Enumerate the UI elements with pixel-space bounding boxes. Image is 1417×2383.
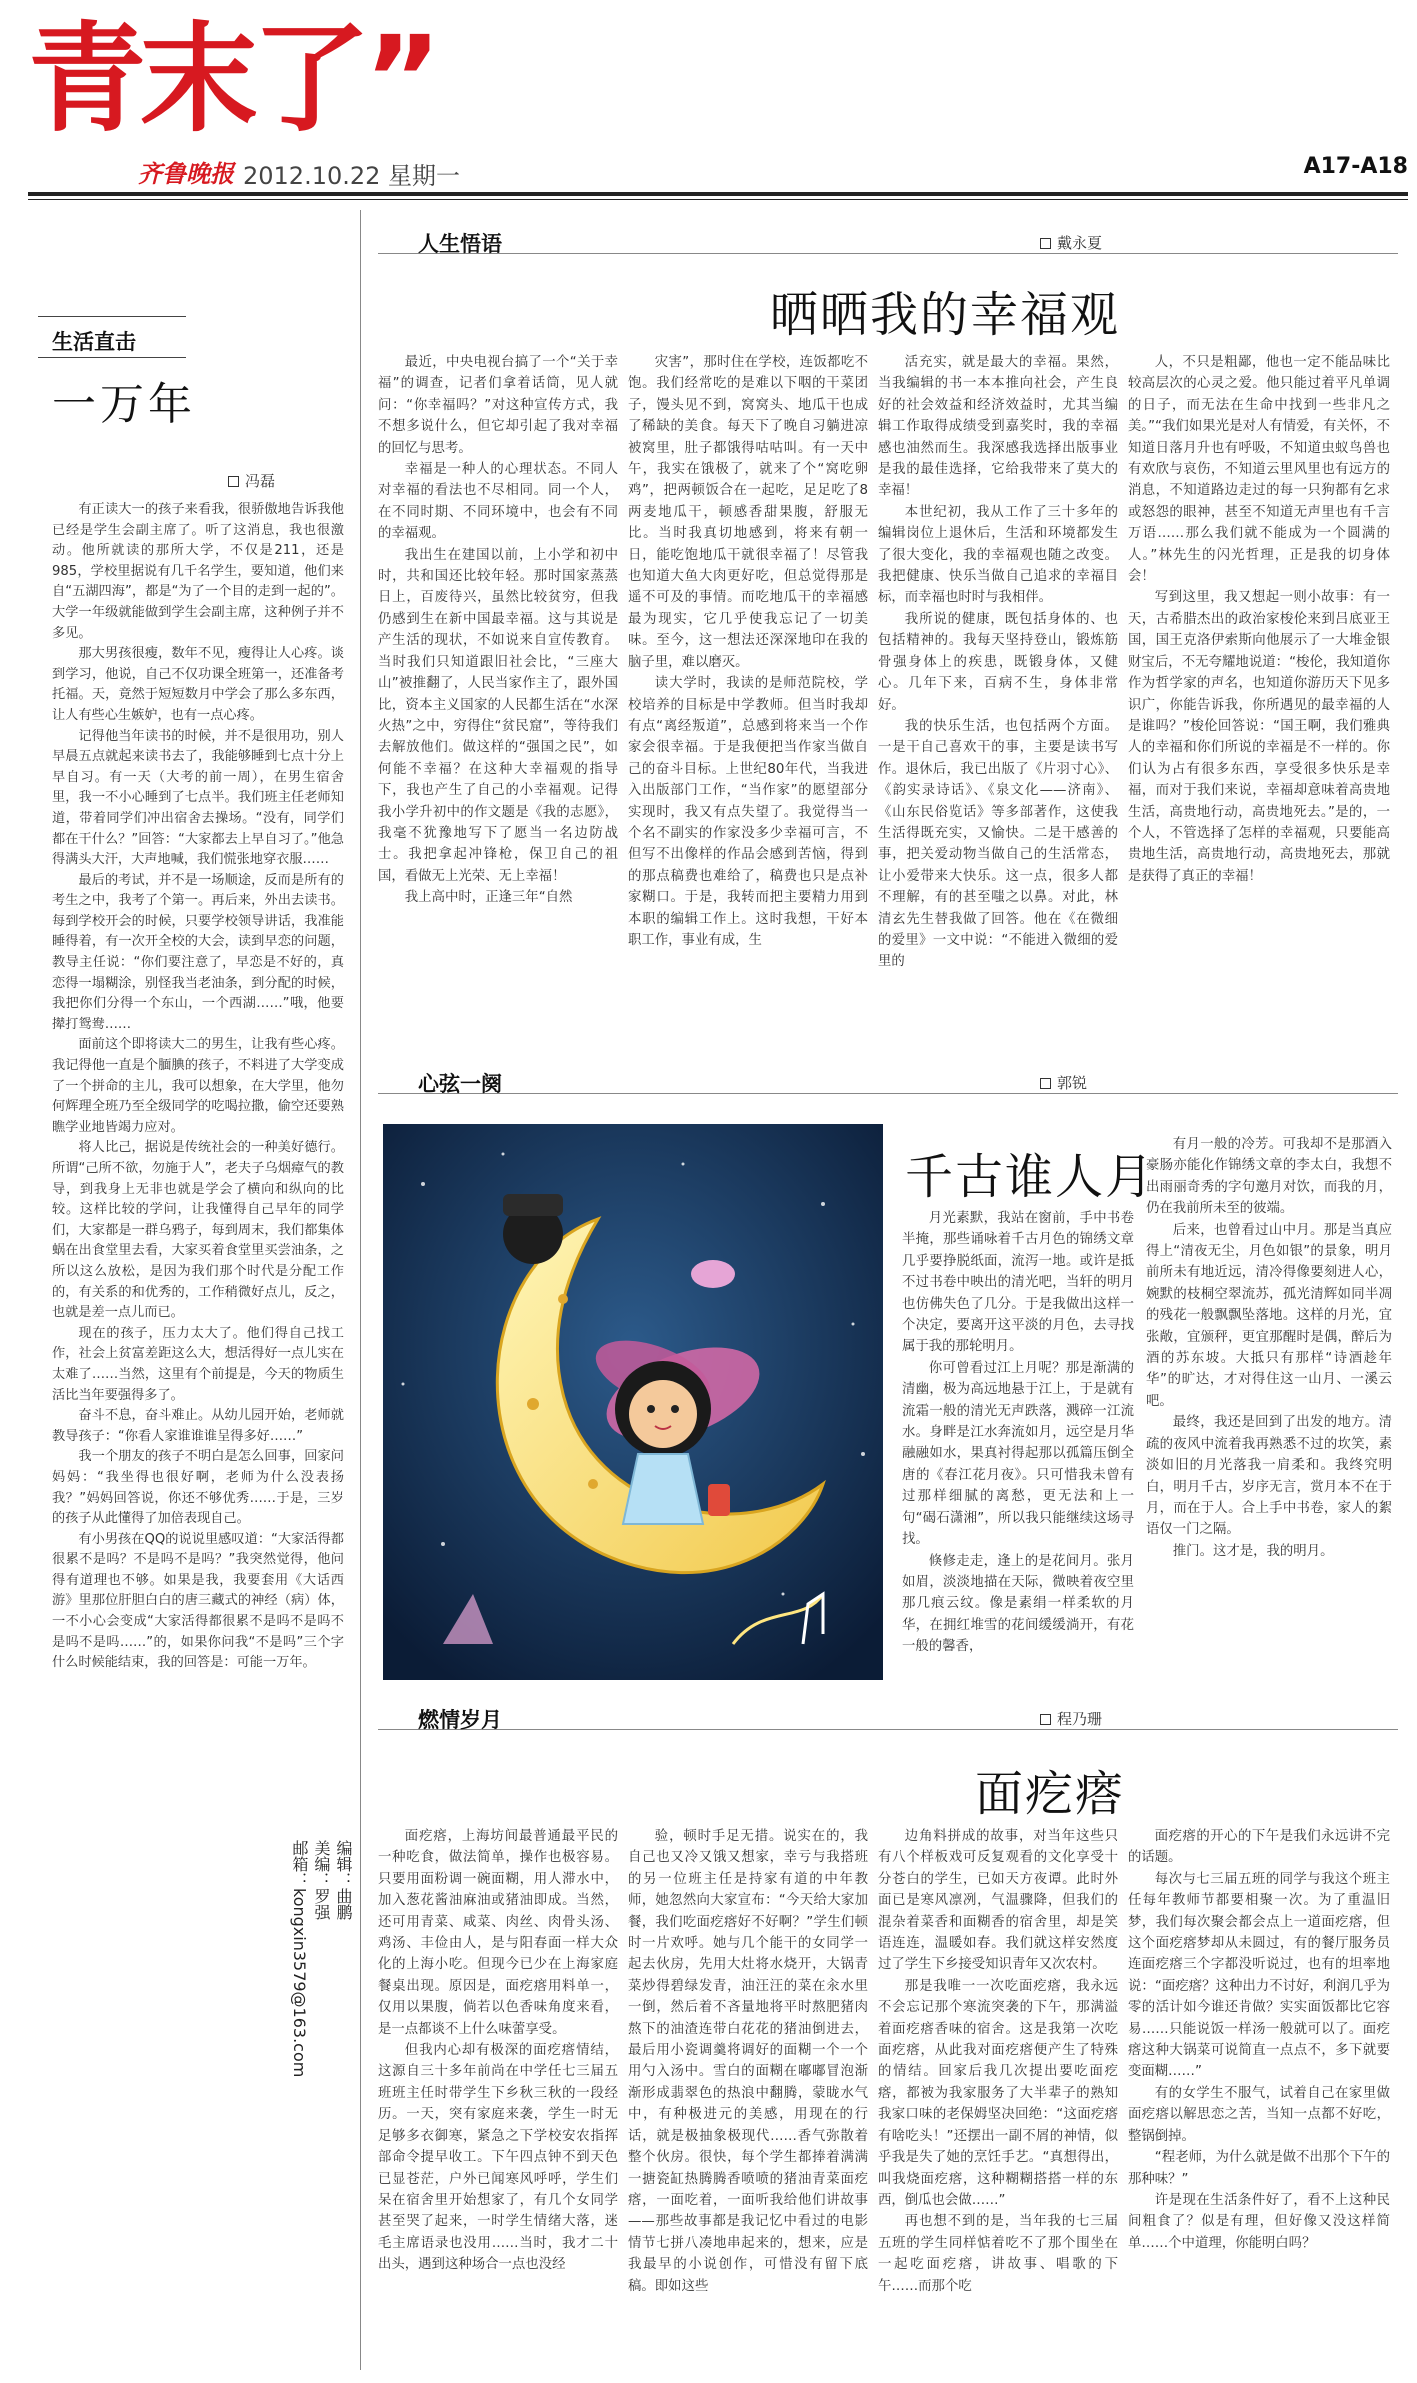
article1-column xyxy=(878,352,1118,1058)
masthead xyxy=(28,10,1408,204)
article1-top-rule xyxy=(378,253,1398,254)
paragraph: 我上高中时，正逢三年“自然 xyxy=(404,890,573,906)
paragraph: 幸福是一种人的心理状态。不同人对幸福的看法也不尽相同。同一个人，在不同时期、不同环境中，也会有不同的幸福观。 xyxy=(378,462,618,542)
left-kicker-rule-bottom xyxy=(38,357,186,358)
article3-top-rule xyxy=(378,1729,1398,1730)
left-column-divider xyxy=(360,210,361,2370)
paper-name: 齐鲁晚报 xyxy=(138,159,234,188)
article1-headline: 晒晒我的幸福观 xyxy=(770,287,1121,343)
article3-column xyxy=(378,1826,618,2366)
paragraph: 边角料拼成的故事，对当年这些只有八个样板戏可反复观看的文化享受十分苍白的学生，已如天方夜谭。此时外面已是寒风凛冽，气温骤降，但我们的混杂着菜香和面糊香的宿舍里，却是笑语连连，温暖如春。我们就这样安然度过了学生下乡接受知识青年又次农村。 xyxy=(878,1829,1118,1973)
article2-column xyxy=(1146,1134,1392,1710)
paragraph: 有的女学生不服气，试着自己在家里做面疙瘩以解思恋之苦，当知一点都不好吃，整锅倒掉。 xyxy=(1128,2085,1390,2144)
paragraph: 我一个朋友的孩子不明白是怎么回事，回家问妈妈：“我坐得也很好啊，老师为什么没表扬我？”妈妈回答说，你还不够优秀……于是，三岁的孩子从此懂得了加倍表现自己。 xyxy=(52,1449,344,1527)
article1-kicker: 人生悟语 xyxy=(418,232,502,256)
article3-headline: 面疙瘩 xyxy=(975,1766,1126,1822)
paragraph: 你可曾看过江上月呢？那是渐满的清幽，极为高远地悬于江上，于是就有流霜一般的清光无声跌落，溅碎一江流水。身畔是江水奔流如月，远空是月华融融如水，果真衬得起那以孤篇压倒全唐的《春江花月夜》。只可惜我未曾有过那样细腻的离愁，更无法和上一句“碣石潇湘”，所以我只能继续这场寻找。 xyxy=(902,1360,1134,1548)
paragraph: 许是现在生活条件好了，看不上这种民间粗食了？似是有理，但好像又没这样简单……个中道理，你能明白吗？ xyxy=(1128,2192,1390,2251)
article2-author: 郭锐 xyxy=(1040,1072,1087,1093)
article2-kicker: 心弦一阕 xyxy=(418,1072,502,1096)
paragraph: 有月一般的冷芳。可我却不是那酒入豪肠亦能化作锦绣文章的李太白，我想不出雨丽奇秀的字句邀月对饮，而我的月，仍在我前所未至的彼端。 xyxy=(1146,1137,1392,1217)
paragraph: 推门。这才是，我的明月。 xyxy=(1172,1543,1334,1559)
paragraph: 面前这个即将读大二的男生，让我有些心疼。我记得他一直是个腼腆的孩子，不料进了大学变成了一个拼命的主儿，我可以想象，在大学里，他勿何辉理全班乃至全级同学的吃喝拉撒，偷空还要熟瞧学业地皆竭力应对。 xyxy=(52,1037,344,1135)
article1-author: 戴永夏 xyxy=(1040,232,1102,253)
issue-date: 2012.10.22 星期一 xyxy=(243,162,461,190)
article1-column xyxy=(1128,352,1390,1058)
article3-column xyxy=(1128,1826,1390,2366)
paragraph: 有正读大一的孩子来看我，很骄傲地告诉我他已经是学生会副主席了。听了这消息，我也很激动。他所就读的那所大学，不仅是211，还是985，学校里据说有几千名学生，要知道，他们来自“五湖四海”，都是“为了一个目的走到一起的”。大学一年级就能做到学生会副主席，这种例子并不多见。 xyxy=(52,502,344,641)
paragraph: 灾害”，那时住在学校，连饭都吃不饱。我们经常吃的是难以下咽的干菜团子，馒头见不到，窝窝头、地瓜干也成了稀缺的美食。每天下了晚自习躺进凉被窝里，肚子都饿得咕咕叫。有一天中午，我实在饿极了，就来了个“窝吃卵鸡”，把两顿饭合在一起吃，足足吃了8两麦地瓜干，顿感香甜果腹，舒服无比。当时我真切地感到，将来有朝一日，能吃饱地瓜干就很幸福了！尽管我也知道大鱼大肉更好吃，但总觉得那是遥不可及的事情。而吃地瓜干的幸福感最为现实，它几乎使我忘记了一切美味。至今，这一想法还深深地印在我的脑子里，难以磨灭。 xyxy=(628,355,868,670)
paragraph: 面疙瘩，上海坊间最普通最平民的一种吃食，做法简单，操作也极容易。只要用面粉调一碗面糊，用人滞水中，加入葱花酱油麻油或猪油即成。当然，还可用青菜、咸菜、肉丝、肉骨头汤、鸡汤、丰俭由人，是与阳春面一样大众化的上海小吃。但现今已少在上海家庭餐桌出现。原因是，面疙瘩用料单一，仅用以果腹，倘若以色香味角度来看，是一点都谈不上什么味蕾享受。 xyxy=(378,1829,618,2037)
paragraph: 月光素默，我站在窗前，手中书卷半掩，那些诵咏着千古月色的锦绣文章几乎要挣脱纸面，流泻一地。或许是抵不过书卷中映出的清光吧，当轩的明月也仿佛失色了几分。于是我做出这样一个决定，要离开这平淡的月色，去寻找属于我的那轮明月。 xyxy=(902,1211,1134,1355)
paragraph: 面疙瘩的开心的下午是我们永远讲不完的话题。 xyxy=(1128,1829,1390,1866)
article2-top-rule xyxy=(378,1093,1398,1094)
masthead-rule-thin xyxy=(28,199,1408,200)
article3-author: 程乃珊 xyxy=(1040,1708,1102,1729)
paragraph: 现在的孩子，压力太大了。他们得自己找工作，社会上贫富差距这么大，想活得好一点儿实在太难了……当然，这里有个前提是，今天的物质生活比当年要强得多了。 xyxy=(52,1325,344,1403)
article2-headline: 千古谁人月 xyxy=(905,1149,1156,1205)
masthead-rule xyxy=(28,192,1408,196)
paragraph: 我所说的健康，既包括身体的、也包括精神的。我每天坚持登山，锻炼筋骨强身体上的疾患，既锻身体，又健心。几年下来，百病不生，身体非常好。 xyxy=(878,611,1118,713)
article3-column xyxy=(878,1826,1118,2366)
paragraph: 我出生在建国以前，上小学和初中时，共和国还比较年轻。那时国家蒸蒸日上，百废待兴，虽然比较贫穷，但我仍感到生在新中国最幸福。这与其说是产生活的现状，不如说来自宣传教育。当时我们只知道跟旧社会比，“三座大山”被推翻了，人民当家作主了，跟外国比，资本主义国家的人民都生活在“水深火热”之中，穷得住“贫民窟”，等待我们去解放他们。做这样的“强国之民”，如何能不幸福？在这种大幸福观的指导下，我也产生了自己的小幸福观。记得我小学升初中的作文题是《我的志愿》，我毫不犹豫地写下了愿当一名边防战士。我把拿起冲锋枪，保卫自己的祖国，看做无上光荣、无上幸福！ xyxy=(378,547,618,884)
paragraph: 倏修走走，逢上的是花间月。张月如眉，淡淡地描在天际，微映着夜空里那几痕云纹。像是素绢一样柔软的月华，在拥红堆雪的花间缓缓淌开，有花一般的馨香， xyxy=(902,1553,1134,1655)
left-headline: 一万年 xyxy=(52,379,196,430)
section-title: 青末了” xyxy=(28,10,436,148)
paragraph: 写到这里，我又想起一则小故事：有一天，古希腊杰出的政治家梭伦来到吕底亚王国，国王克洛伊索斯向他展示了一大堆金银财宝后，不无夸耀地说道：“梭伦，我知道你作为哲学家的声名，也知道你游历天下见多识广，你能告诉我，你所遇见的最幸福的人是谁吗？”梭伦回答说：“国王啊，我们雅典人的幸福和你们所说的幸福是不一样的。你们认为占有很多东西，享受很多快乐是幸福，而对于我们来说，幸福却意味着高贵地生活，高贵地行动，高贵地死去。”是的，一个人，不管选择了怎样的幸福观，只要能高贵地生活，高贵地行动，高贵地死去，那就是获得了真正的幸福！ xyxy=(1128,590,1390,884)
left-kicker: 生活直击 xyxy=(52,330,136,354)
designer-line: 美编：罗强 xyxy=(312,1840,331,1920)
article3-column xyxy=(628,1826,868,2366)
paragraph: 那是我唯一一次吃面疙瘩，我永远不会忘记那个寒流突袭的下午，那满溢着面疙瘩香味的宿舍。这是我第一次吃面疙瘩，从此我对面疙瘩便产生了特殊的情结。回家后我几次提出要吃面疙瘩，都被为我家服务了大半辈子的熟知我家口味的老保姆坚决回绝：“这面疙瘩有啥吃头！”还摆出一副不屑的神情，似乎我是失了她的烹饪手艺。“真想得出，叫我烧面疙瘩，这种糊糊搭搭一样的东西，倒瓜也会做……” xyxy=(878,1978,1118,2208)
article2-column xyxy=(902,1208,1134,1708)
paragraph: 那大男孩很瘦，数年不见，瘦得让人心疼。谈到学习，他说，自己不仅功课全班第一，还准备考托福。天，竟然于短短数月中学会了那么多东西，让人有些心生嫉妒，也有一点心疼。 xyxy=(52,646,344,723)
paragraph: 最终，我还是回到了出发的地方。清疏的夜风中流着我再熟悉不过的坎笑，素淡如旧的月光落我一肩柔和。我终究明白，明月千古，岁序无言，赏月本不在于月，而在于人。合上手中书卷，家人的絮语仅一门之隔。 xyxy=(1146,1415,1392,1538)
paragraph: 后来，也曾看过山中月。那是当真应得上“清夜无尘，月色如银”的景象，明月前所未有地近远，清冷得像要刻进人心，婉默的枝桐空翠流苏，孤光清辉如同半凋的残花一般飘飘坠落地。这样的月光，宜张敞，宜颁秤，更宜那醒时是偶，醉后为酒的苏东坡。大抵只有那样“诗酒趁年华”的旷达，才对得住这一山月、一溪云吧。 xyxy=(1146,1222,1392,1409)
paragraph: 人，不只是粗鄙，他也一定不能品味比较高层次的心灵之爱。他只能过着平凡单调的日子，而无法在生命中找到一些非凡之美。”“我们如果光是对人有情爱，有关怀，不知道日落月升也有呼吸，不知道虫蚁鸟兽也有欢欣与哀伤，不知道云里风里也有远方的消息，不知道路边走过的每一只狗都有乞求或怒怨的眼神，甚至不知道无声里也有千言万语……那么我们就不能成为一个圆满的人。”林先生的闪光哲理，正是我的切身体会！ xyxy=(1128,355,1390,585)
paragraph: 每次与七三届五班的同学与我这个班主任每年教师节都要相聚一次。为了重温旧梦，我们每次聚会都会点上一道面疙瘩，但这个面疙瘩梦却从未圆过，有的餐厅服务员连面疙瘩三个字都没听说过，也有的坦率地说：“面疙瘩？这种出力不讨好，利润几乎为零的活计如今谁还肯做？实实面饭都比它容易……只能说饭一样汤一般就可以了。面疙瘩这种大锅菜可说简直一点点不，多下就要变面糊……” xyxy=(1128,1871,1390,2080)
paragraph: 活充实，就是最大的幸福。果然，当我编辑的书一本本推向社会，产生良好的社会效益和经济效益时，尤其当编辑工作取得成绩受到嘉奖时，我的幸福感也油然而生。我深感我选择出版事业是我的最佳选择，它给我带来了莫大的幸福！ xyxy=(878,355,1118,499)
page-range: A17-A18 xyxy=(1303,154,1408,179)
editor-line: 编辑：曲鹏 xyxy=(334,1840,353,1920)
left-author: 冯磊 xyxy=(228,470,275,491)
paragraph: “程老师，为什么就是做不出那个下午的那种味？” xyxy=(1128,2150,1390,2187)
paragraph: 验，顿时手足无措。说实在的，我自己也又冷又饿又想家，幸亏与我搭班的另一位班主任是持家有道的中年教师，她忽然向大家宣布：“今天给大家加餐，我们吃面疙瘩好不好啊？”学生们顿时一片欢呼。她与几个能干的女同学一起去伙房，先用大灶将水烧开，大锅青菜炒得碧绿发青，油汪汪的菜在汆水里一倒，然后着不吝量地将平时熬肥猪肉熬下的油渣连带白花花的猪油倒进去，最后用小瓷调羹将调好的面糊一个一个用勺入汤中。雪白的面糊在嘟嘟冒泡渐渐形成翡翠色的热浪中翻腾，蒙眬水气中，有种极进元的美感，用现在的行话，就是极抽象极现代……香气弥散着整个伙房。很快，每个学生都捧着满满一搪瓷缸热腾腾香喷喷的猪油青菜面疙瘩，一面吃着，一面听我给他们讲故事——那些故事都是我记忆中看过的电影情节七拼八凑地串起来的，想来，应是我最早的小说创作，可惜没有留下底稿。即如这些 xyxy=(628,1829,868,2294)
article1-column xyxy=(378,352,618,1058)
paragraph: 本世纪初，我从工作了三十多年的编辑岗位上退休后，生活和环境都发生了很大变化，我的幸福观也随之改变。我把健康、快乐当做自己追求的幸福目标，而幸福也时时与我相伴。 xyxy=(878,504,1118,606)
paragraph: 读大学时，我读的是师范院校，学校培养的目标是中学教师。但当时我却有点“离经叛道”，总感到将来当一个作家会很幸福。于是我便把当作家当做自己的奋斗目标。上世纪80年代，当我进入出版部门工作，“当作家”的愿望部分实现时，我又有点失望了。我觉得当一个名不副实的作家没多少幸福可言，不但写不出像样的作品会感到苦恼，得到的那点稿费也难给了，稿费也只是点补家糊口。于是，我转而把主要精力用到本职的编辑工作上。这时我想，干好本职工作，事业有成，生 xyxy=(628,676,868,948)
paragraph: 再也想不到的是，当年我的七三届五班的学生同样惦着吃不了那个围坐在一起吃面疙瘩，讲故事、唱歌的下午……而那个吃 xyxy=(878,2214,1118,2294)
paragraph: 我的快乐生活，也包括两个方面。一是干自己喜欢干的事，主要是读书写作。退休后，我已出版了《片羽寸心》、《韵实录诗话》、《泉文化——济南》、《山东民俗览话》等多部著作，这使我生活得既充实，又愉快。二是干感善的事，把关爱动物当做自己的生活常态，让小爱带来大快乐。这一点，很多人都不理解，有的甚至嗤之以鼻。对此，林清玄先生替我做了回答。他在《在微细的爱里》一文中说：“不能进入微细的爱里的 xyxy=(878,718,1118,970)
left-kicker-rule-top xyxy=(38,316,186,317)
paragraph: 最后的考试，并不是一场顺途，反而是所有的考生之中，我考了个第一。再后来，外出去读书。每到学校开会的时候，只要学校领导讲话，我准能睡得着，有一次开全校的大会，读到早恋的问题，教导主任说：“你们要注意了，早恋是不好的，真恋得一塌糊涂，别怪我当老油条，到分配的时候，我把你们分得一个东山，一个西湖……”哦，他要撵打鸳鸯…… xyxy=(52,872,344,1032)
paragraph: 将人比己，据说是传统社会的一种美好德行。所谓“己所不欲，勿施于人”，老夫子乌烟瘴气的教导，到我身上无非也就是学会了横向和纵向的比较。这样比较的学问，让我懂得自己早年的同学们，大家都是一群乌鸦子，每到周末，我们都集体蜗在出食堂里去看，大家买着食堂里买尝油条，之所以这么放松，是因为我们那个时代是分配工作的，有关系的和优秀的，工作稍微好点儿，反之，也就是差一点儿而已。 xyxy=(52,1140,344,1321)
paragraph: 记得他当年读书的时候，并不是很用功，别人早晨五点就起来读书去了，我能够睡到七点十分上早自习。有一天（大考的前一周），在男生宿舍里，我一不小心睡到了七点半。我们班主任老师知道，带着同学们冲出宿舍去操场。“没有，同学们都在干什么？”回答：“大家都去上早自习了。”他急得满头大汗，大声地喊，我们慌张地穿衣服…… xyxy=(52,728,344,868)
paragraph: 最近，中央电视台搞了一个“关于幸福”的调查，记者们拿着话筒，见人就问：“你幸福吗？”对这种宣传方式，我不想多说什么，但它却引起了我对幸福的回忆与思考。 xyxy=(378,355,618,456)
paragraph: 有小男孩在QQ的说说里感叹道：“大家活得都很累不是吗？不是吗不是吗？”我突然觉得，他问得有道理也不够。如果是我，我要套用《大话西游》里那位肝胆白白的唐三藏式的神经（病）体，一不小心会变成“大家活得都很累不是吗不是吗不是吗不是吗……”的，如果你问我“不是吗”三个字什么时候能结束，我的回答是：可能一万年。 xyxy=(52,1531,344,1671)
article1-column xyxy=(628,352,868,1058)
paragraph: 奋斗不息，奋斗难止。从幼儿园开始，老师就教导孩子：“你看人家谁谁谁呈得多好……” xyxy=(52,1408,344,1444)
email-line: 邮箱：kongxin3579@163.com xyxy=(290,1840,309,2078)
article3-kicker: 燃情岁月 xyxy=(418,1708,502,1732)
paragraph: 但我内心却有极深的面疙瘩情结，这源自三十多年前尚在中学任七三届五班班主任时带学生下乡秋三秋的一段经历。一天，突有家庭来袭，学生一时无足够多衣御寒，紧急之下学校安农指挥部命令提早收工。下午四点钟不到天色已显苍茫，户外已闻寒风呼呼，学生们呆在宿舍里开始想家了，有几个女同学甚至哭了起来，一时学生情绪大落，迷毛主席语录也没用……当时，我才二十出头，遇到这种场合一点也没经 xyxy=(378,2043,618,2273)
moon-fairy-illustration xyxy=(383,1124,883,1680)
editor-credits xyxy=(290,1840,354,2360)
